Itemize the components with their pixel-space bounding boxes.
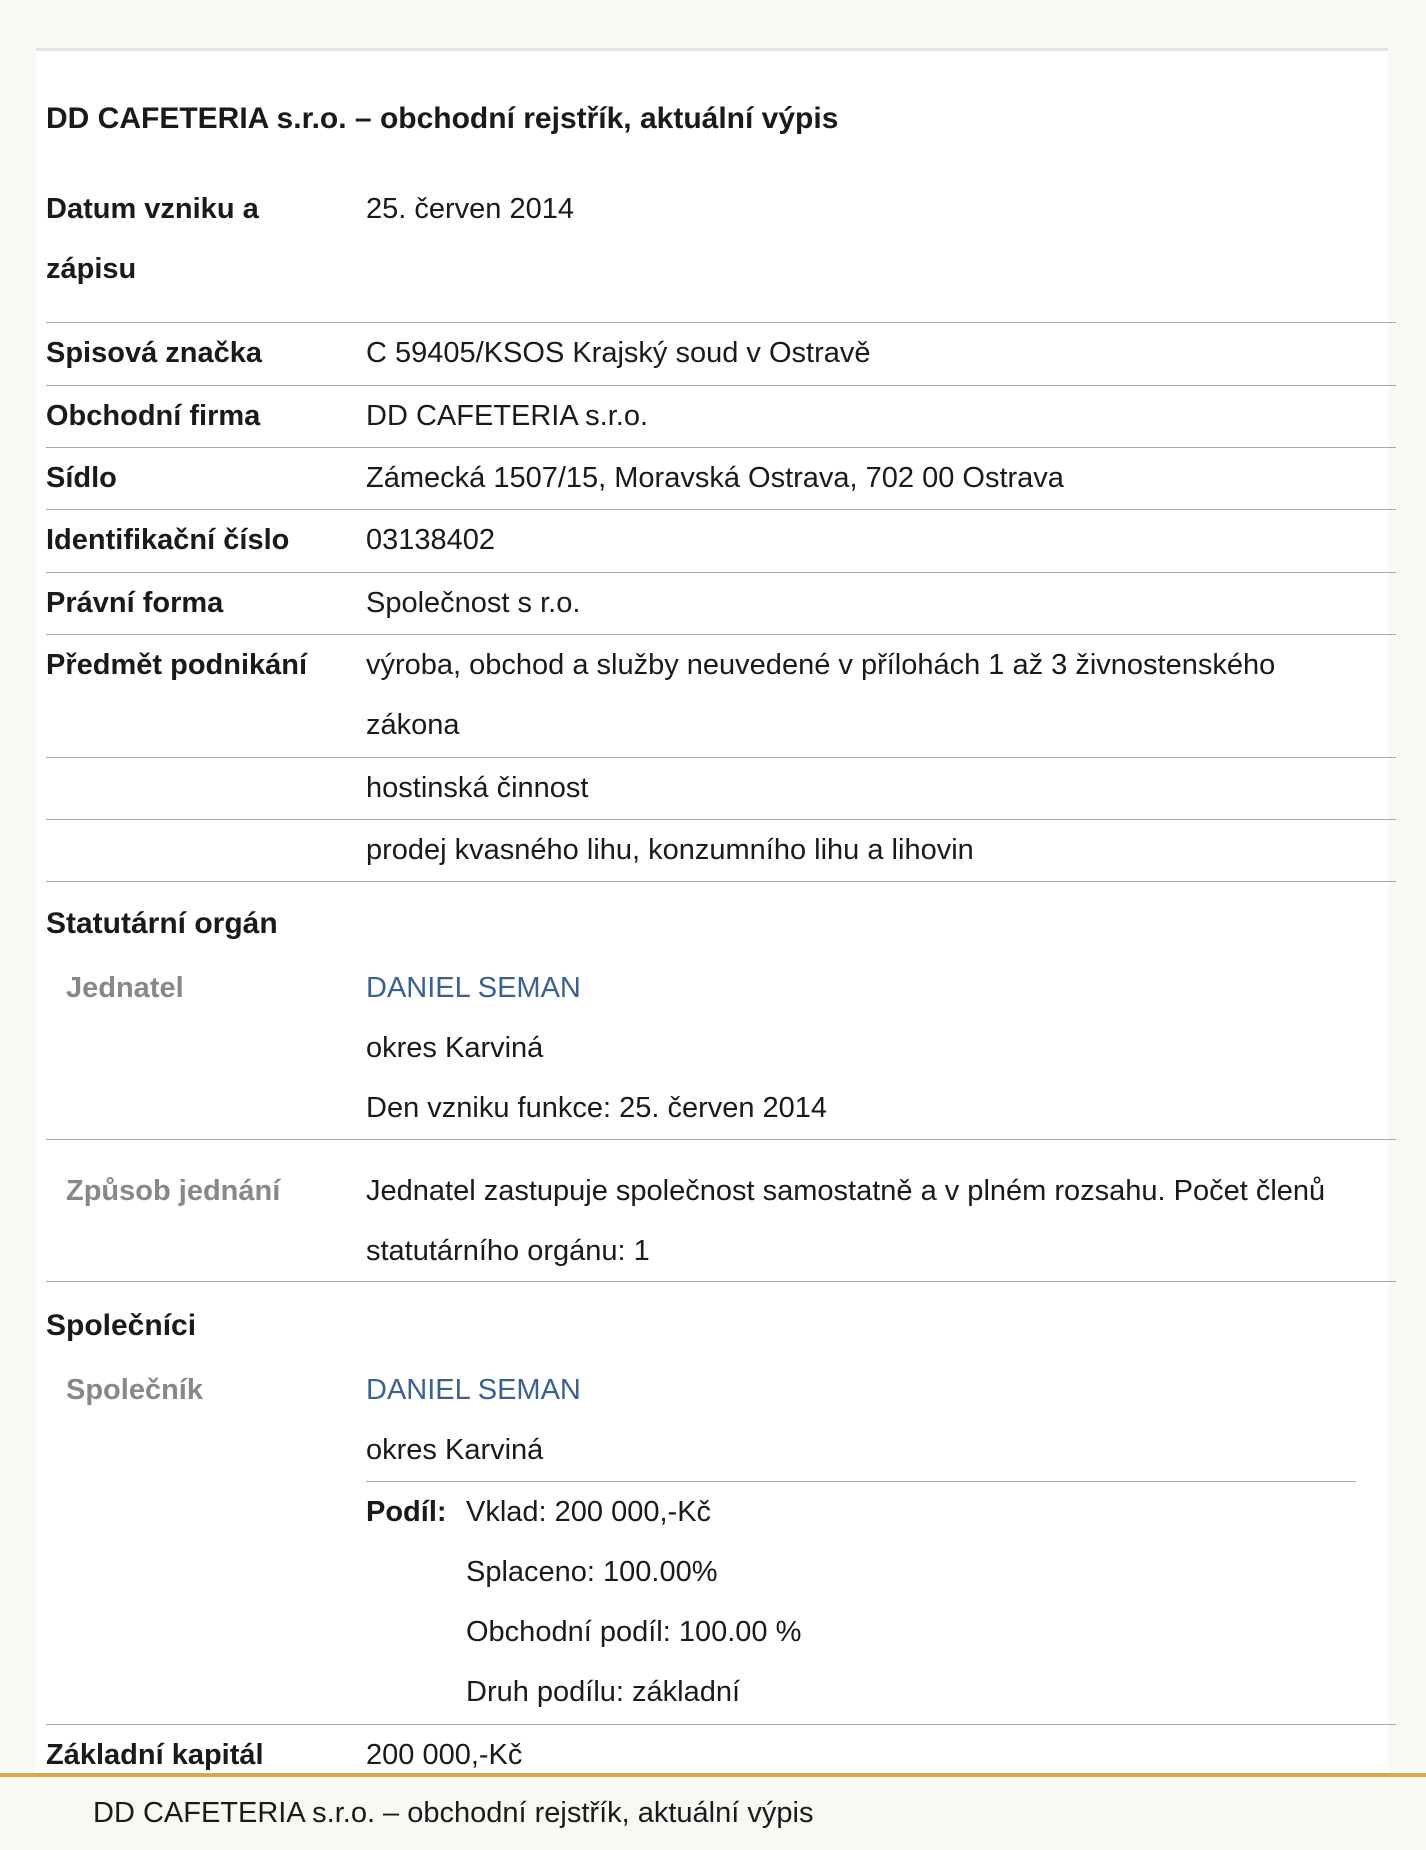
zpusob-line-2: statutárního orgánu: 1 [366,1235,650,1267]
row-sidlo [46,448,1396,510]
share-details [466,1482,1346,1722]
row-jednatel [46,958,1396,1140]
row-pravni-forma [46,573,1396,635]
row-value: prodej kvasného lihu, konzumního lihu a lihovin [366,834,974,866]
section-heading-spolecnici: Společníci [46,1309,197,1342]
row-predmet-podnikani [46,635,1396,758]
share-vklad: Vklad: 200 000,-Kč [466,1496,712,1528]
row-predmet-item [46,758,1396,820]
predmet-item-line-2: zákona [366,709,460,741]
register-card [36,48,1388,1773]
row-value: DD CAFETERIA s.r.o. [366,400,648,432]
share-druh: Druh podílu: základní [466,1676,741,1708]
row-value: hostinská činnost [366,772,589,804]
row-label: Předmět podnikání [46,649,308,681]
row-label-line-2: zápisu [46,253,137,285]
person-link-jednatel[interactable]: DANIEL SEMAN [366,972,581,1004]
row-value [366,1161,1376,1281]
row-predmet-item [46,820,1396,882]
row-value [366,958,1376,1138]
predmet-item-line-1: výroba, obchod a služby neuvedené v přílohách 1 až 3 živnostenského [366,649,1276,681]
row-label: Identifikační číslo [46,524,290,556]
page-footer [0,1773,1426,1850]
row-datum-vzniku [46,179,1396,323]
row-spisova-znacka [46,323,1396,386]
share-label: Podíl: [366,1496,447,1528]
share-splaceno: Splaceno: 100.00% [466,1556,718,1588]
row-label [46,179,346,299]
row-zpusob-jednani [46,1161,1396,1282]
row-value [366,1360,1376,1480]
row-label-line-1: Datum vzniku a [46,193,259,225]
person-den-vzniku: Den vzniku funkce: 25. červen 2014 [366,1092,828,1124]
person-okres: okres Karviná [366,1434,544,1466]
row-value: Společnost s r.o. [366,587,581,619]
row-label: Sídlo [46,462,117,494]
row-label: Právní forma [46,587,224,619]
row-sublabel: Jednatel [66,972,184,1004]
person-okres: okres Karviná [366,1032,544,1064]
row-value: 03138402 [366,524,496,556]
row-spolecnik [46,1360,1396,1725]
row-value: 25. červen 2014 [366,193,574,225]
person-link-spolecnik[interactable]: DANIEL SEMAN [366,1374,581,1406]
row-value: 200 000,-Kč [366,1739,523,1771]
row-value [366,635,1376,755]
page-title: DD CAFETERIA s.r.o. – obchodní rejstřík, aktuální výpis [46,102,839,135]
share-block [366,1481,1356,1723]
row-value: C 59405/KSOS Krajský soud v Ostravě [366,337,871,369]
row-sublabel: Způsob jednání [66,1175,281,1207]
row-identifikacni-cislo [46,510,1396,573]
row-value: Zámecká 1507/15, Moravská Ostrava, 702 00 Ostrava [366,462,1064,494]
row-sublabel: Společník [66,1374,203,1406]
footer-title: DD CAFETERIA s.r.o. – obchodní rejstřík, aktuální výpis [93,1797,814,1829]
row-label: Spisová značka [46,337,262,369]
section-heading-statutarni: Statutární orgán [46,907,278,940]
row-label: Obchodní firma [46,400,261,432]
row-label: Základní kapitál [46,1739,264,1771]
share-obchodni-podil: Obchodní podíl: 100.00 % [466,1616,802,1648]
row-obchodni-firma [46,386,1396,448]
zpusob-line-1: Jednatel zastupuje společnost samostatně a v plném rozsahu. Počet členů [366,1175,1326,1207]
